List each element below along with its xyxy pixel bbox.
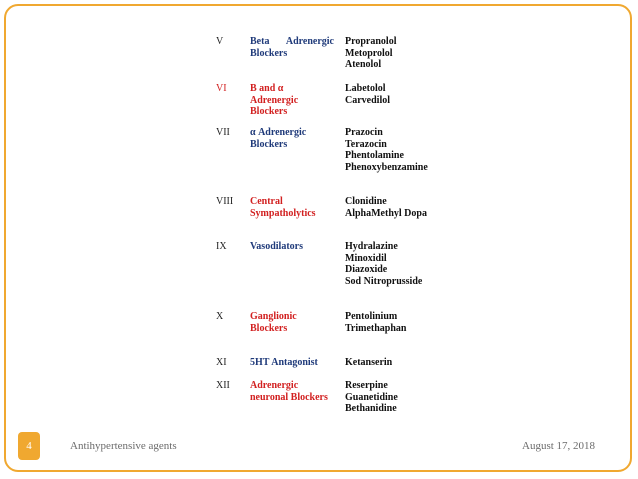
drug-name: Guanetidine xyxy=(345,391,398,403)
row-number: XI xyxy=(216,357,227,368)
drug-class-line: Central xyxy=(250,196,283,207)
row-number: V xyxy=(216,36,224,47)
drug-name: Carvedilol xyxy=(345,94,390,106)
drug-name: Bethanidine xyxy=(345,403,397,414)
drug-name: Labetolol xyxy=(345,83,386,94)
row-number: XII xyxy=(216,380,230,391)
drug-class xyxy=(250,196,340,219)
drug-class-line: neuronal Blockers xyxy=(250,391,328,403)
page-number-badge: 4 xyxy=(18,432,40,460)
row-number: VI xyxy=(216,83,227,94)
drug-list xyxy=(345,83,515,106)
drug-class xyxy=(250,83,340,118)
drug-class-line: α Adrenergic xyxy=(250,127,307,138)
row-number: VII xyxy=(216,127,230,138)
drug-name: Minoxidil xyxy=(345,252,387,264)
drug-name: Sod Nitroprusside xyxy=(345,275,423,287)
drug-name: Reserpine xyxy=(345,380,388,391)
drug-class-line: Blockers xyxy=(250,138,288,150)
drug-class-line-justified xyxy=(250,36,334,48)
footer-title: Antihypertensive agents xyxy=(70,440,177,452)
drug-list xyxy=(345,127,515,173)
drug-class xyxy=(250,357,345,369)
drug-class-line: Blockers xyxy=(250,47,288,59)
drug-class-line: Adrenergic xyxy=(250,380,299,391)
drug-class-line: B and α xyxy=(250,83,284,94)
row-number: VIII xyxy=(216,196,234,207)
drug-list xyxy=(345,357,515,369)
drug-name: Pentolinium xyxy=(345,311,398,322)
drug-name: Terazocin xyxy=(345,138,387,150)
drug-name: Hydralazine xyxy=(345,241,398,252)
drug-class xyxy=(250,380,340,403)
drug-name: Trimethaphan xyxy=(345,322,407,334)
drug-class-line: Blockers xyxy=(250,322,288,334)
drug-name: Clonidine xyxy=(345,196,387,207)
drug-class xyxy=(250,311,340,334)
drug-class-line: Blockers xyxy=(250,106,288,117)
drug-class-line: Sympatholytics xyxy=(250,207,316,219)
drug-name: Diazoxide xyxy=(345,264,388,275)
drug-name: AlphaMethyl Dopa xyxy=(345,207,427,219)
row-number: X xyxy=(216,311,224,322)
drug-class-line: Adrenergic xyxy=(250,94,299,106)
drug-list xyxy=(345,241,515,287)
drug-class xyxy=(250,127,340,150)
drug-class-line: Ganglionic xyxy=(250,311,297,322)
footer-date: August 17, 2018 xyxy=(522,440,596,452)
drug-name: Propranolol xyxy=(345,36,397,47)
drug-name: Prazocin xyxy=(345,127,383,138)
drug-name: Metoprolol xyxy=(345,47,393,59)
drug-list xyxy=(345,311,515,334)
drug-list xyxy=(345,36,515,71)
drug-list xyxy=(345,380,515,415)
drug-class-line: 5HT Antagonist xyxy=(250,357,318,368)
drug-name: Ketanserin xyxy=(345,357,393,368)
drug-class-word: Adrenergic xyxy=(285,36,334,47)
drug-name: Phentolamine xyxy=(345,150,404,161)
drug-class xyxy=(250,36,340,59)
drug-name: Phenoxybenzamine xyxy=(345,161,428,173)
drug-class-line: Vasodilators xyxy=(250,241,303,252)
drug-class xyxy=(250,241,340,253)
drug-class-word: Beta xyxy=(250,36,270,47)
drug-name: Atenolol xyxy=(345,59,382,70)
drug-list xyxy=(345,196,515,219)
row-number: IX xyxy=(216,241,227,252)
